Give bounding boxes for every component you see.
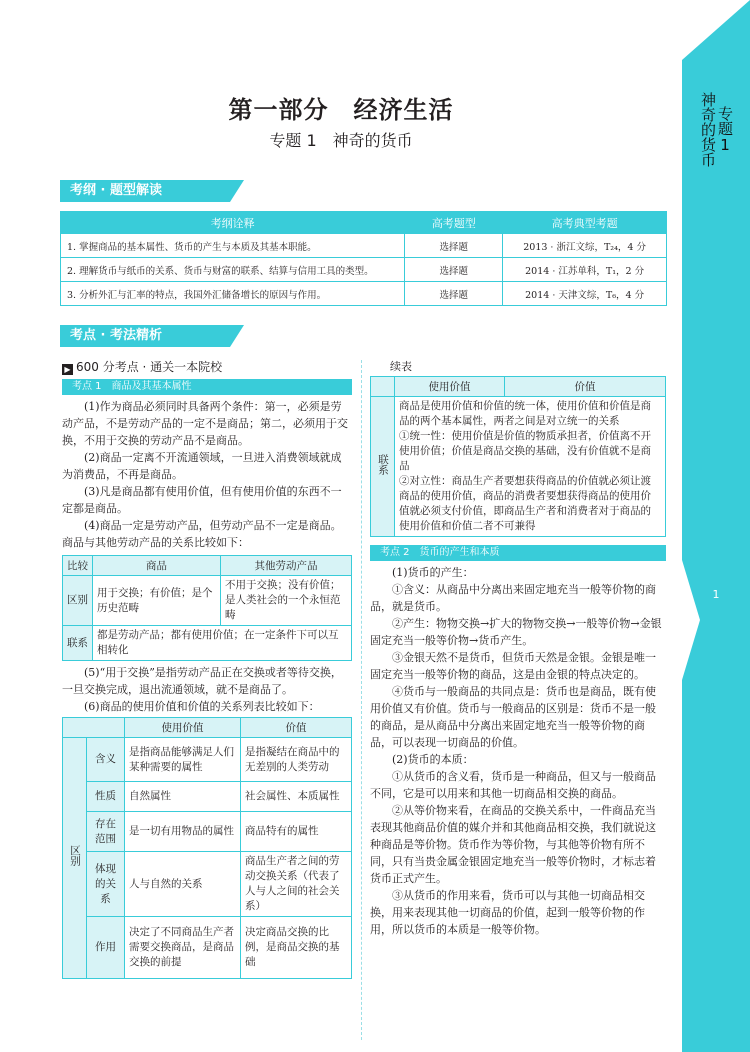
syllabus-cell: 选择题: [405, 258, 503, 282]
syllabus-header-cell: 高考题型: [405, 212, 503, 234]
paragraph: ①从货币的含义看，货币是一种商品，但又与一般商品不同，它是可以用来和其他一切商品相交换的商品。: [370, 770, 656, 800]
section-heading: [62, 358, 352, 376]
relation-text: 商品是使用价值和价值的统一体，使用价值和价值是商品的两个基本属性，两者之间是对立统一的关系: [399, 400, 651, 427]
syllabus-header-row: [61, 212, 667, 234]
table-cell: 决定商品交换的比例，是商品交换的基础: [241, 917, 352, 979]
paragraph: (6)商品的使用价值和价值的关系列表比较如下：: [84, 700, 320, 713]
right-column: [370, 358, 666, 938]
table-row: [63, 738, 352, 782]
table-header-cell: 商品: [93, 556, 221, 576]
table-row: [63, 576, 352, 626]
chapter-side-tab: [682, 0, 750, 1052]
table-header-cell: 价值: [505, 377, 666, 397]
table-header-cell: 使用价值: [125, 718, 241, 738]
syllabus-cell: 1. 掌握商品的基本属性、货币的产生与本质及其基本职能。: [61, 234, 405, 258]
paragraph: (1)作为商品必须同时具备两个条件：第一，必须是劳动产品，不是劳动产品的一定不是商品；第二，必须用于交换，不用于交换的劳动产品不是商品。: [62, 400, 348, 447]
table-row: [63, 782, 352, 812]
syllabus-cell: 3. 分析外汇与汇率的特点，我国外汇储备增长的原因与作用。: [61, 282, 405, 306]
table-cell: 不用于交换；没有价值；是人类社会的一个永恒范畴: [221, 576, 352, 626]
paragraph: (3)凡是商品都有使用价值，但有使用价值的东西不一定都是商品。: [62, 485, 342, 515]
syllabus-banner: 考纲 · 题型解读: [60, 180, 230, 202]
paragraph: ③从货币的作用来看，货币可以与其他一切商品相交换，用来表现其他一切商品的价值，起到一般等价物的作用，所以货币的本质是一般等价物。: [370, 889, 645, 936]
syllabus-header-cell: 高考典型考题: [503, 212, 667, 234]
syllabus-cell: 2014 · 江苏单科，T₁，2 分: [503, 258, 667, 282]
row-label: 作用: [87, 917, 125, 979]
table-header-cell: 其他劳动产品: [221, 556, 352, 576]
topic-subtitle: 专题 1 神奇的货币: [269, 131, 413, 150]
table-header-cell: 比较: [63, 556, 93, 576]
table-cell: 人与自然的关系: [125, 852, 241, 917]
table-cell: 是一切有用物品的属性: [125, 812, 241, 852]
key-point-2-bar: 考点 2 货币的产生和本质: [370, 545, 666, 561]
table-header-blank: [371, 377, 395, 397]
paragraph: ③金银天然不是货币，但货币天然是金银。金银是唯一固定充当一般等价物的商品，这是由金银的特点决定的。: [370, 651, 656, 681]
paragraph: (2)商品一定离不开流通领域，一旦进入消费领域就成为消费品，不再是商品。: [62, 451, 342, 481]
use-value-table: [62, 717, 352, 979]
syllabus-header-cell: 考纲诠释: [61, 212, 405, 234]
side-topic-name: 神奇的货币: [699, 92, 717, 167]
paragraph: (5)“用于交换”是指劳动产品正在交换或者等待交换，一旦交换完成，退出流通领域，就不是商品了。: [62, 666, 342, 696]
row-label: 存在范围: [87, 812, 125, 852]
table-row: [61, 234, 667, 258]
paragraph: (4)商品一定是劳动产品，但劳动产品不一定是商品。商品与其他劳动产品的关系比较如下：: [62, 519, 342, 549]
left-column: [62, 358, 352, 979]
table-row: [63, 812, 352, 852]
row-label: 区别: [63, 576, 93, 626]
side-tab-notch: [682, 560, 700, 680]
side-tab-fold: [682, 0, 750, 60]
table-cell: 是指商品能够满足人们某种需要的属性: [125, 738, 241, 782]
paragraph: (1)货币的产生：: [392, 566, 474, 579]
row-label: 联系: [63, 626, 93, 661]
table-row: [61, 258, 667, 282]
table-header-cell: 使用价值: [395, 377, 505, 397]
table-cell: 是指凝结在商品中的无差别的人类劳动: [241, 738, 352, 782]
paragraph: ②从等价物来看，在商品的交换关系中，一件商品充当表现其他商品价值的媒介并和其他商品相交换，我们就说这种商品是等价物。货币作为等价物，与其他等价物有所不同，只有当贵金属金银固定地充当一般等价物时，才标志着货币正式产生。: [370, 804, 656, 885]
syllabus-cell: 2013 · 浙江文综，T₂₄，4 分: [503, 234, 667, 258]
table-row: [63, 852, 352, 917]
play-icon: ▶: [62, 364, 73, 375]
table-cell: 都是劳动产品；都有使用价值；在一定条件下可以互相转化: [93, 626, 352, 661]
row-label: 含义: [87, 738, 125, 782]
table-header-blank: [63, 718, 125, 738]
syllabus-table: [60, 211, 667, 306]
table-cell: 用于交换；有价值；是个历史范畴: [93, 576, 221, 626]
relation-text: ②对立性：商品生产者要想获得商品的价值就必须让渡商品的使用价值，商品的消费者要想获得商品的使用价值就必须支付价值，即商品生产者和消费者对于商品的使用价值和价值二者不可兼得: [399, 475, 651, 532]
part-title: 第一部分 经济生活: [228, 96, 454, 124]
table-row: [371, 397, 666, 537]
table-cell: 决定了不同商品生产者需要交换商品，是商品交换的前提: [125, 917, 241, 979]
section-heading-text: 600 分考点 · 通关一本院校: [76, 360, 223, 374]
paragraph: ①含义：从商品中分离出来固定地充当一般等价物的商品，就是货币。: [370, 583, 656, 613]
table-cell: 商品特有的属性: [241, 812, 352, 852]
syllabus-cell: 选择题: [405, 282, 503, 306]
side-tab-label: [682, 92, 750, 171]
table-row: [61, 282, 667, 306]
use-value-table-continued: [370, 376, 666, 537]
paragraph: (2)货币的本质：: [392, 753, 474, 766]
points-banner: 考点 · 考法精析: [60, 325, 230, 347]
syllabus-cell: 2014 · 天津文综，T₆，4 分: [503, 282, 667, 306]
relation-text: ①统一性：使用价值是价值的物质承担者，价值离不开使用价值；价值是商品交换的基础，没有价值就不是商品: [399, 430, 651, 472]
table-cell: 商品生产者之间的劳动交换关系（代表了人与人之间的社会关系）: [241, 852, 352, 917]
continued-label: 续表: [390, 360, 412, 373]
row-label: 体现的关系: [87, 852, 125, 917]
table-row: [63, 626, 352, 661]
paragraph: ④货币与一般商品的共同点是：货币也是商品，既有使用价值又有价值。货币与一般商品的区别是：货币不是一般的商品，是从商品中分离出来固定地充当一般等价物的商品，可以表现一切商品的价值。: [370, 685, 656, 749]
row-label: 性质: [87, 782, 125, 812]
group-label-cell: [371, 397, 395, 537]
group-label-cell: [63, 738, 87, 979]
syllabus-cell: 选择题: [405, 234, 503, 258]
column-divider: [361, 360, 362, 1040]
group-label: 区别: [69, 845, 81, 866]
paragraph: ②产生：物物交换→扩大的物物交换→一般等价物→金银固定充当一般等价物→货币产生。: [370, 617, 662, 647]
key-point-1-bar: 考点 1 商品及其基本属性: [62, 379, 352, 395]
syllabus-cell: 2. 理解货币与纸币的关系、货币与财富的联系、结算与信用工具的类型。: [61, 258, 405, 282]
table-cell: [395, 397, 666, 537]
page-number: 1: [712, 588, 720, 601]
group-label: 联系: [377, 453, 389, 475]
table-row: [63, 917, 352, 979]
goods-comparison-table: [62, 555, 352, 661]
table-header-cell: 价值: [241, 718, 352, 738]
table-cell: 自然属性: [125, 782, 241, 812]
table-cell: 社会属性、本质属性: [241, 782, 352, 812]
side-topic: 专题1: [716, 105, 734, 154]
